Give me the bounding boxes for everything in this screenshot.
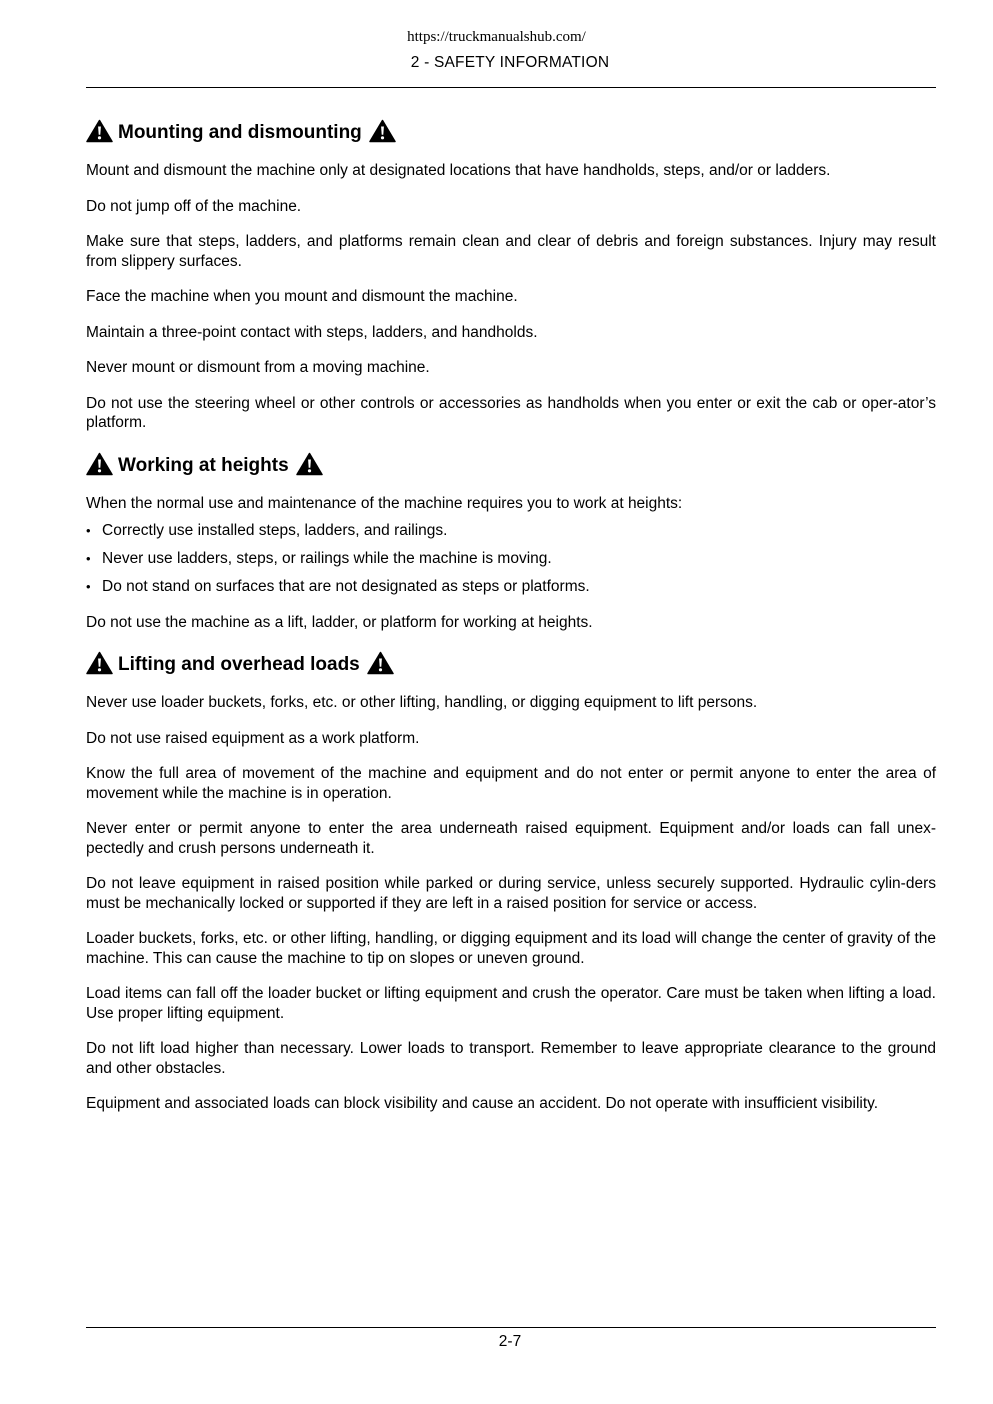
- section-heading-text: Working at heights: [118, 454, 289, 476]
- paragraph: Do not lift load higher than necessary. Lower loads to transport. Remember to leave appropriate clearance to the ground and other obstacles.: [86, 1040, 936, 1077]
- paragraph: Equipment and associated loads can block visibility and cause an accident. Do not operate with insufficient visibility.: [86, 1095, 879, 1112]
- section-heading: [86, 648, 936, 678]
- section-mounting: [86, 116, 936, 433]
- paragraph: Maintain a three-point contact with steps, ladders, and handholds.: [86, 323, 538, 341]
- list-item: • Never use ladders, steps, or railings while the machine is moving.: [86, 549, 936, 569]
- paragraph: When the normal use and maintenance of the machine requires you to work at heights:: [86, 494, 683, 512]
- header-url: https://truckmanualshub.com/: [407, 29, 586, 45]
- bullet-list: [86, 521, 936, 597]
- section-header: 2 - SAFETY INFORMATION: [410, 54, 610, 71]
- paragraph: Make sure that steps, ladders, and platforms remain clean and clear of debris and foreign substances. Injury may result from slippery surfaces.: [86, 233, 936, 270]
- header-rule: [86, 87, 936, 88]
- warning-triangle-icon: [86, 651, 113, 675]
- warning-triangle-icon: [86, 452, 113, 476]
- list-item: • Do not stand on surfaces that are not designated as steps or platforms.: [86, 577, 936, 597]
- section-lifting-overhead-loads: [86, 648, 936, 1114]
- paragraph: Never mount or dismount from a moving machine.: [86, 359, 430, 376]
- paragraph: Do not jump off of the machine.: [86, 197, 302, 215]
- paragraph: Do not use the steering wheel or other controls or accessories as handholds when you enter or exit the cab or oper-ator’s platform.: [86, 394, 936, 431]
- warning-triangle-icon: [369, 119, 396, 143]
- warning-triangle-icon: [296, 452, 323, 476]
- paragraph: Never enter or permit anyone to enter the area underneath raised equipment. Equipment and/or loads can fall unex-pectedly and crush persons underneath it.: [86, 820, 936, 857]
- paragraph: Know the full area of movement of the machine and equipment and do not enter or permit anyone to enter the area of movement while the machine is in operation.: [86, 765, 936, 802]
- section-heading-text: Mounting and dismounting: [118, 122, 362, 143]
- paragraph: Mount and dismount the machine only at designated locations that have handholds, steps, and/or or ladders.: [86, 162, 831, 179]
- paragraph: Do not leave equipment in raised position while parked or during service, unless securely supported. Hydraulic cylin-ders must be mechanically locked or supported if they are left in a raised position for service or access.: [86, 875, 936, 912]
- footer-rule: [86, 1327, 936, 1328]
- section-heading: [86, 116, 936, 146]
- list-item: • Correctly use installed steps, ladders, and railings.: [86, 521, 936, 541]
- page-number: 2-7: [498, 1333, 522, 1350]
- section-heading: [86, 449, 936, 479]
- paragraph: Do not use the machine as a lift, ladder, or platform for working at heights.: [86, 613, 593, 631]
- paragraph: Loader buckets, forks, etc. or other lifting, handling, or digging equipment and its load will change the center of gravity of the machine. This can cause the machine to tip on slopes or uneven ground.: [86, 930, 936, 967]
- paragraph: Never use loader buckets, forks, etc. or other lifting, handling, or digging equipment to lift persons.: [86, 694, 758, 711]
- paragraph: Load items can fall off the loader bucket or lifting equipment and crush the operator. Care must be taken when lifting a load. Use proper lifting equipment.: [86, 985, 936, 1022]
- section-heading-text: Lifting and overhead loads: [118, 654, 360, 675]
- warning-triangle-icon: [367, 651, 394, 675]
- warning-triangle-icon: [86, 119, 113, 143]
- section-working-at-heights: [86, 449, 936, 633]
- paragraph: Do not use raised equipment as a work platform.: [86, 729, 420, 747]
- paragraph: Face the machine when you mount and dismount the machine.: [86, 288, 518, 305]
- page-content: [86, 116, 936, 1130]
